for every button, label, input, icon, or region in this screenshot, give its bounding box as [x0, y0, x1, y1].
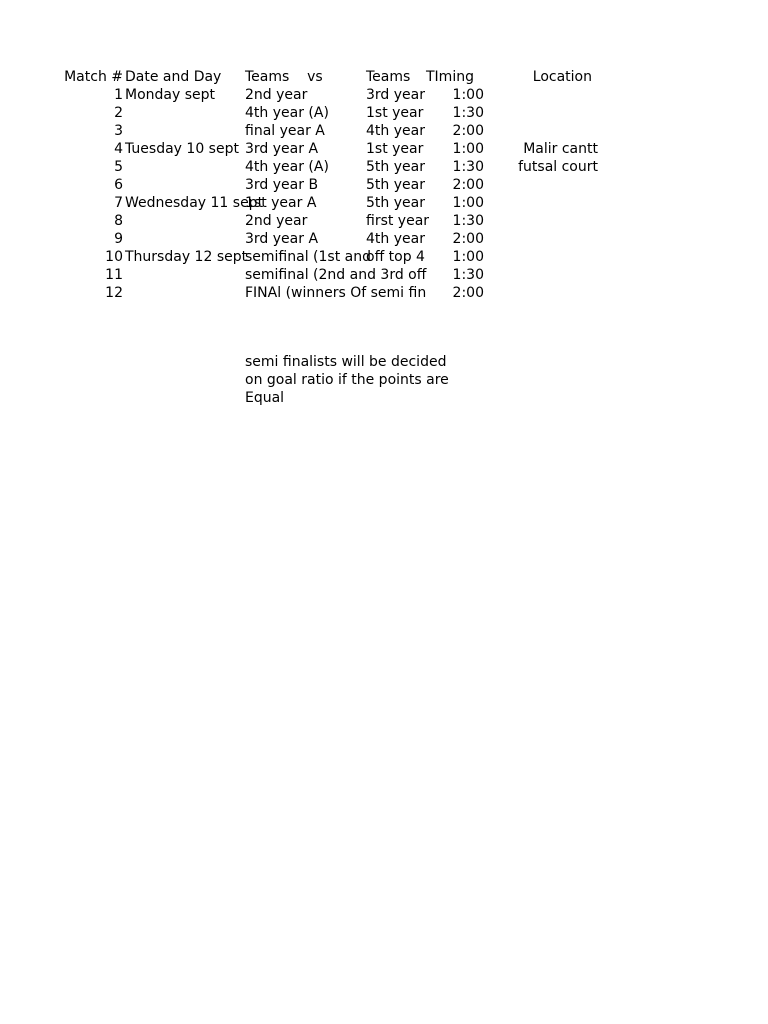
table-row	[0, 212, 768, 230]
match-time: 2:00	[452, 177, 484, 193]
match-time: 1:00	[452, 87, 484, 103]
match-number: 9	[114, 231, 123, 247]
match-time: 1:30	[452, 213, 484, 229]
match-number: 10	[105, 249, 123, 265]
match-location	[486, 104, 598, 122]
match-date	[125, 122, 244, 140]
match-location	[486, 176, 598, 194]
table-row	[0, 266, 768, 284]
match-date: Wednesday 11 sept	[125, 195, 264, 211]
match-time: 2:00	[452, 285, 484, 301]
match-location	[486, 122, 598, 140]
match-team-b: 3rd year	[366, 87, 425, 103]
match-location	[486, 284, 598, 302]
match-team-b: 5th year	[366, 177, 425, 193]
match-location	[486, 194, 598, 212]
match-team-b: 5th year	[366, 195, 425, 211]
table-row	[0, 230, 768, 248]
match-time: 1:00	[452, 141, 484, 157]
match-location	[486, 230, 598, 248]
match-team-a: 3rd year B	[245, 177, 319, 193]
header-location: Location	[532, 69, 592, 85]
match-location	[486, 248, 598, 266]
match-team-b: off top 4	[366, 249, 425, 265]
match-number: 11	[105, 267, 123, 283]
note-line: semi finalists will be decided	[245, 354, 447, 370]
table-row	[0, 284, 768, 302]
match-team-a: 2nd year	[245, 87, 308, 103]
match-team-a: semifinal (1st and	[245, 249, 371, 265]
match-team-a: 3rd year A	[245, 231, 319, 247]
match-number: 3	[114, 123, 123, 139]
match-time: 1:30	[452, 159, 484, 175]
match-location	[486, 266, 598, 284]
match-date	[125, 284, 244, 302]
header-teams-vs: Teams vs	[245, 69, 323, 85]
match-date	[125, 104, 244, 122]
table-row	[0, 158, 768, 176]
match-team-b: 1st year	[366, 105, 424, 121]
match-number: 8	[114, 213, 123, 229]
header-timing: TIming	[426, 69, 474, 85]
match-team-a: 2nd year	[245, 213, 308, 229]
match-team-b: 5th year	[366, 159, 425, 175]
match-time: 1:00	[452, 249, 484, 265]
match-location: futsal court	[518, 159, 598, 175]
table-row	[0, 140, 768, 158]
match-time: 2:00	[452, 123, 484, 139]
header-match-number: Match #	[64, 69, 123, 85]
match-number: 5	[114, 159, 123, 175]
match-date	[125, 212, 244, 230]
match-team-a: 4th year (A)	[245, 159, 329, 175]
header-teams: Teams	[366, 69, 411, 85]
match-number: 12	[105, 285, 123, 301]
match-team-a: semifinal (2nd and 3rd off	[245, 267, 427, 283]
match-time: 1:00	[452, 195, 484, 211]
match-team-a: 4th year (A)	[245, 105, 329, 121]
match-date	[125, 230, 244, 248]
table-row	[0, 248, 768, 266]
table-row	[0, 176, 768, 194]
match-location	[486, 212, 598, 230]
match-number: 4	[114, 141, 123, 157]
match-location	[486, 86, 598, 104]
match-date	[125, 158, 244, 176]
match-team-b: 4th year	[366, 123, 425, 139]
match-team-b: 1st year	[366, 141, 424, 157]
match-date: Monday sept	[125, 87, 216, 103]
match-location: Malir cantt	[523, 141, 598, 157]
header-row	[0, 68, 768, 86]
match-date	[125, 266, 244, 284]
match-team-b: 4th year	[366, 231, 425, 247]
match-team-a: 1st year A	[245, 195, 317, 211]
match-number: 2	[114, 105, 123, 121]
header-date-and-day: Date and Day	[125, 69, 222, 85]
note-line: Equal	[245, 390, 285, 406]
match-time: 1:30	[452, 267, 484, 283]
match-team-a: final year A	[245, 123, 325, 139]
match-team-a: FINAl (winners Of semi fin	[245, 285, 427, 301]
match-team-a: 3rd year A	[245, 141, 319, 157]
match-number: 1	[114, 87, 123, 103]
match-time: 1:30	[452, 105, 484, 121]
table-row	[0, 86, 768, 104]
table-row	[0, 104, 768, 122]
match-date: Thursday 12 sept	[125, 249, 248, 265]
match-number: 6	[114, 177, 123, 193]
table-row	[0, 122, 768, 140]
match-number: 7	[114, 195, 123, 211]
table-row	[0, 194, 768, 212]
match-time: 2:00	[452, 231, 484, 247]
match-date	[125, 176, 244, 194]
match-team-b: first year	[366, 213, 430, 229]
match-date: Tuesday 10 sept	[125, 141, 239, 157]
note-line: on goal ratio if the points are	[245, 372, 449, 388]
